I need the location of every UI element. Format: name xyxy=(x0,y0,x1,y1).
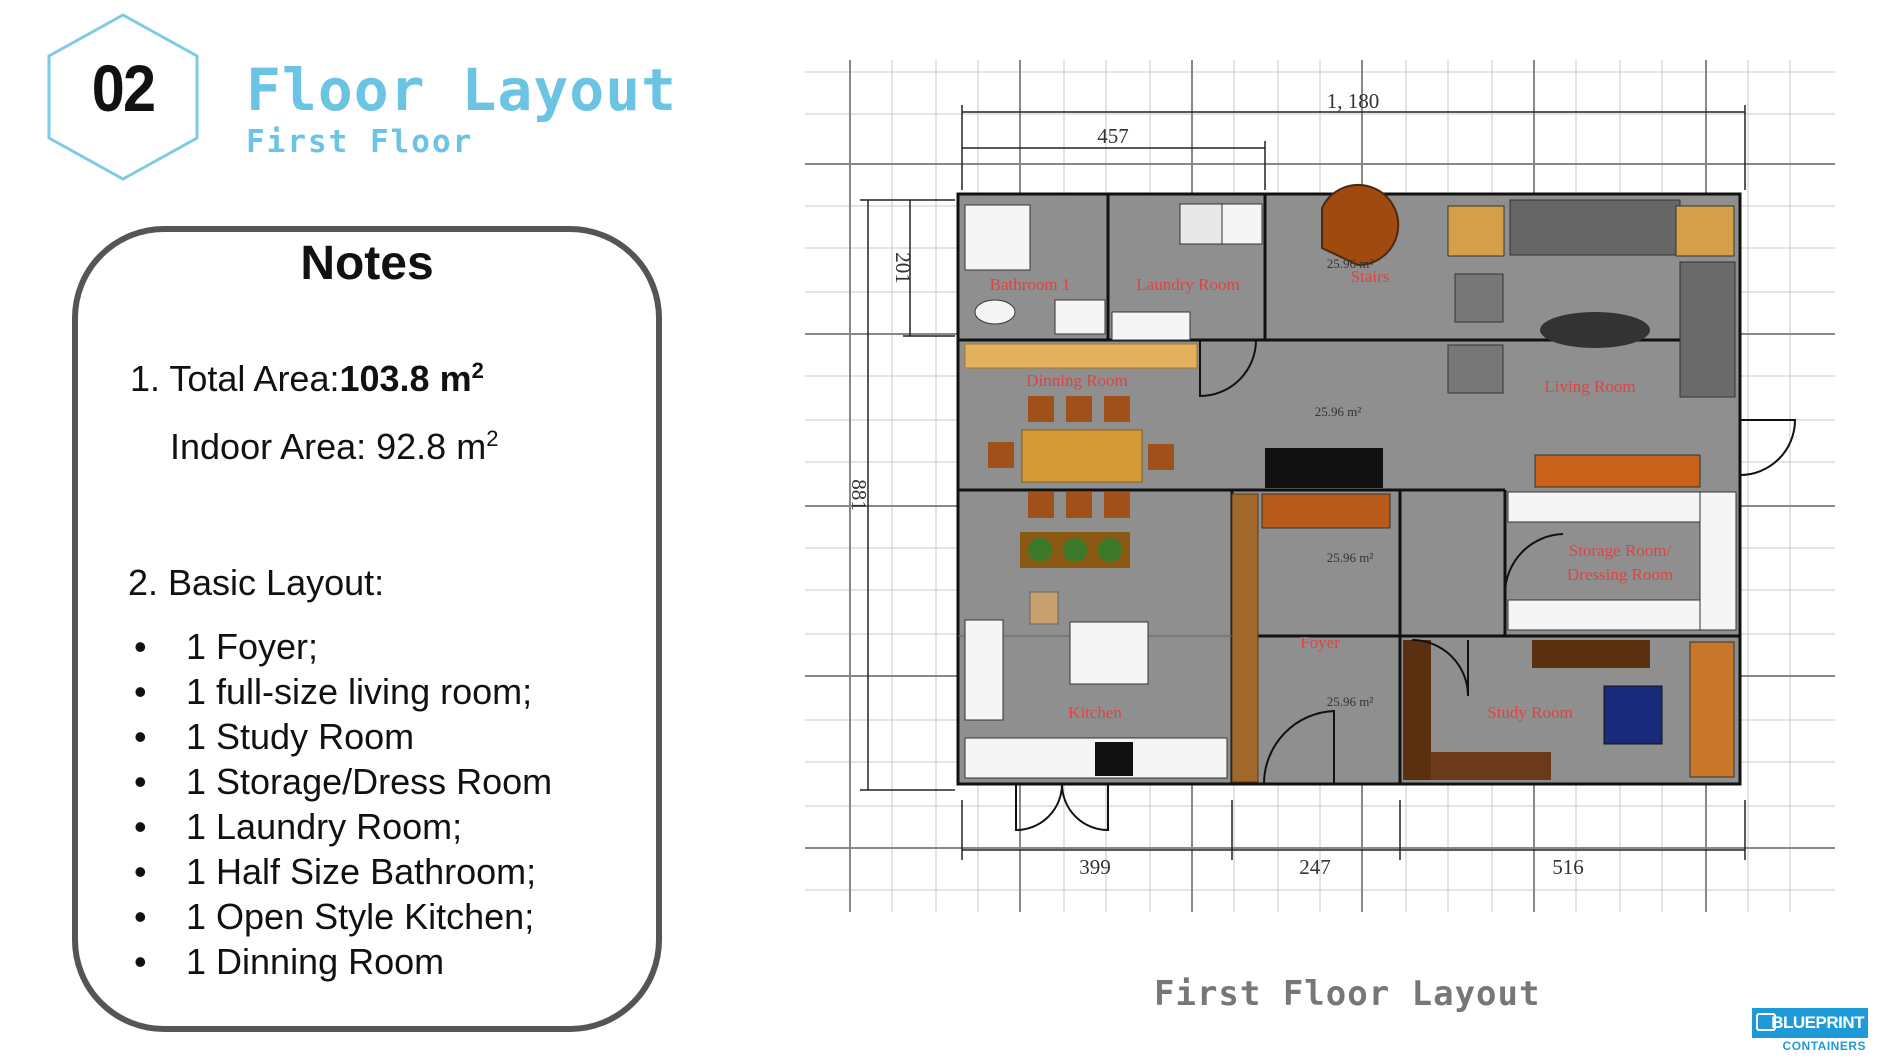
armchair-icon xyxy=(1448,345,1503,393)
area-label: 25.96 m² xyxy=(1326,694,1374,709)
total-area-label: 1. Total Area: xyxy=(130,358,340,399)
stairs-icon xyxy=(1322,185,1398,265)
room-label-foyer: Foyer xyxy=(1300,633,1340,652)
toilet-icon xyxy=(975,300,1015,324)
dim-left-partial: 201 xyxy=(891,252,915,284)
dim-bottom-3: 516 xyxy=(1552,855,1584,879)
island-icon xyxy=(1070,622,1148,684)
shelf-icon xyxy=(1532,640,1650,668)
washer-icon xyxy=(1180,204,1222,244)
dining-counter xyxy=(965,344,1197,368)
indoor-area xyxy=(170,426,498,468)
bullet-icon: • xyxy=(134,626,147,667)
armchair-icon xyxy=(1455,274,1503,322)
total-area-sup: 2 xyxy=(471,358,484,383)
dim-bottom-1: 399 xyxy=(1079,855,1111,879)
side-table-icon xyxy=(1676,206,1734,256)
laundry-counter xyxy=(1112,312,1190,340)
page-subtitle: First Floor xyxy=(246,124,474,160)
armchair-icon xyxy=(1604,686,1662,744)
room-label-storage-2: Dressing Room xyxy=(1566,565,1674,584)
room-label-dining: Dinning Room xyxy=(1026,371,1128,390)
total-area-value: 103.8 m xyxy=(339,358,472,399)
total-area xyxy=(130,358,484,400)
armchair-icon xyxy=(1680,262,1735,397)
page-title: Floor Layout xyxy=(246,56,678,124)
plant-icon xyxy=(1063,538,1087,562)
bullet-icon: • xyxy=(134,851,147,892)
sink-icon xyxy=(1055,300,1105,334)
desk-icon xyxy=(1431,752,1551,780)
list-item: • 1 Dinning Room xyxy=(134,941,445,982)
room-label-living: Living Room xyxy=(1544,377,1636,396)
coffee-table-icon xyxy=(1540,312,1650,348)
chair-icon xyxy=(1104,492,1130,518)
area-label: 25.96 m² xyxy=(1326,550,1374,565)
chair-icon xyxy=(1028,492,1054,518)
side-table-icon xyxy=(1448,206,1504,256)
bookshelf-icon xyxy=(1403,640,1431,780)
room-label-stairs: Stairs xyxy=(1350,267,1390,286)
stove-icon xyxy=(1095,742,1133,776)
tv-icon xyxy=(1265,448,1383,488)
dim-top-partial: 457 xyxy=(1097,124,1129,148)
brand-logo xyxy=(1752,1008,1868,1054)
list-item: • 1 Storage/Dress Room xyxy=(134,761,553,802)
room-label-kitchen: Kitchen xyxy=(1068,703,1122,722)
bullet-icon: • xyxy=(134,671,147,712)
stool-icon xyxy=(1030,592,1058,624)
list-item: • 1 Half Size Bathroom; xyxy=(134,851,537,892)
bullet-icon: • xyxy=(134,716,147,757)
fridge-icon xyxy=(965,620,1003,720)
console-icon xyxy=(1262,494,1390,528)
indoor-area-text: Indoor Area: 92.8 m xyxy=(170,426,487,467)
door-icon xyxy=(1016,784,1108,830)
room-label-laundry: Laundry Room xyxy=(1136,275,1240,294)
plan-caption: First Floor Layout xyxy=(1154,974,1541,1014)
area-label: 25.96 m² xyxy=(1326,256,1374,271)
table-icon xyxy=(1690,642,1734,777)
room-label-study: Study Room xyxy=(1487,703,1573,722)
shower-icon xyxy=(965,205,1030,270)
notes-title: Notes xyxy=(300,237,434,290)
chair-icon xyxy=(1066,396,1092,422)
room-label-bathroom: Bathroom 1 xyxy=(989,275,1071,294)
list-item: • 1 Foyer; xyxy=(134,626,319,667)
list-item: • 1 Open Style Kitchen; xyxy=(134,896,535,937)
indoor-area-sup: 2 xyxy=(486,426,499,451)
bullet-icon: • xyxy=(134,806,147,847)
dining-table-icon xyxy=(1022,430,1142,482)
logo-subtext: CONTAINERS xyxy=(1782,1039,1866,1053)
room-label-storage-1: Storage Room/ xyxy=(1568,541,1672,560)
section-number: 02 xyxy=(91,51,155,125)
chair-icon xyxy=(988,442,1014,468)
chair-icon xyxy=(1104,396,1130,422)
dim-left-total: 881 xyxy=(847,479,871,511)
logo-text: BLUEPRINT xyxy=(1752,1008,1868,1038)
logo-mark-icon xyxy=(1756,1013,1776,1031)
list-item: • 1 full-size living room; xyxy=(134,671,533,712)
bullet-icon: • xyxy=(134,896,147,937)
bullet-icon: • xyxy=(134,761,147,802)
layout-list xyxy=(128,624,552,984)
chair-icon xyxy=(1028,396,1054,422)
chair-icon xyxy=(1066,492,1092,518)
dim-top-total: 1, 180 xyxy=(1326,89,1380,113)
list-item: • 1 Laundry Room; xyxy=(134,806,463,847)
list-item: • 1 Study Room xyxy=(134,716,415,757)
chair-icon xyxy=(1148,444,1174,470)
bullet-icon: • xyxy=(134,941,147,982)
sofa-icon xyxy=(1510,200,1680,255)
plant-icon xyxy=(1028,538,1052,562)
dim-bottom-2: 247 xyxy=(1299,855,1331,879)
floor-plan xyxy=(805,60,1835,912)
tv-cabinet-icon xyxy=(1535,455,1700,487)
dryer-icon xyxy=(1222,204,1262,244)
area-label: 25.96 m² xyxy=(1314,404,1362,419)
shoe-cabinet xyxy=(1232,494,1258,782)
basic-layout-label: 2. Basic Layout: xyxy=(128,562,385,603)
wardrobe-icon xyxy=(1700,492,1736,630)
plant-icon xyxy=(1098,538,1122,562)
